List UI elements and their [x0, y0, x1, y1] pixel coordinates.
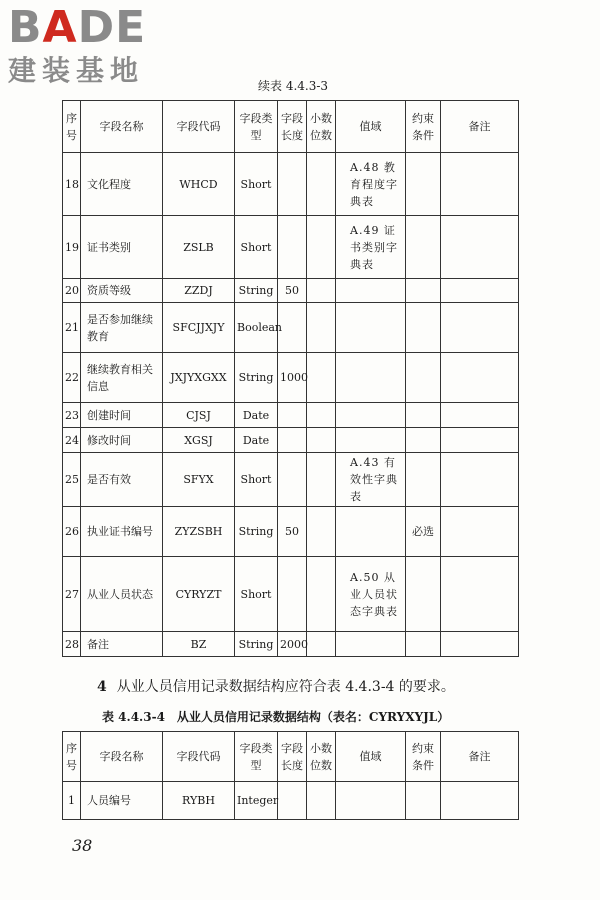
cell-value-domain: [336, 353, 406, 403]
cell-field-code: ZSLB: [163, 216, 235, 279]
cell-value-domain: A.49 证书类别字典表: [336, 216, 406, 279]
cell-constraint: [406, 557, 441, 632]
cell-remark: [441, 153, 519, 216]
cell-field-name: 人员编号: [81, 782, 163, 820]
cell-field-code: SFCJJXJY: [163, 303, 235, 353]
cell-field-type: String: [235, 353, 278, 403]
header-field-name: 字段名称: [81, 732, 163, 782]
cell-field-code: BZ: [163, 632, 235, 657]
cell-decimal-places: [307, 453, 336, 507]
cell-seq: 21: [63, 303, 81, 353]
requirement-paragraph: [97, 676, 455, 696]
cell-decimal-places: [307, 403, 336, 428]
cell-constraint: [406, 303, 441, 353]
cell-value-domain: [336, 403, 406, 428]
cell-seq: 1: [63, 782, 81, 820]
cell-remark: [441, 453, 519, 507]
header-field-length: 字段长度: [278, 732, 307, 782]
header-field-type: 字段类型: [235, 101, 278, 153]
cell-field-code: XGSJ: [163, 428, 235, 453]
table-header-row: [63, 101, 519, 153]
cell-field-code: WHCD: [163, 153, 235, 216]
cell-decimal-places: [307, 353, 336, 403]
cell-constraint: 必选: [406, 507, 441, 557]
header-field-length: 字段长度: [278, 101, 307, 153]
cell-field-type: String: [235, 279, 278, 303]
cell-field-type: Short: [235, 153, 278, 216]
cell-remark: [441, 303, 519, 353]
table-row: [63, 353, 519, 403]
table-row: [63, 279, 519, 303]
cell-seq: 22: [63, 353, 81, 403]
cell-value-domain: [336, 782, 406, 820]
cell-field-type: Date: [235, 403, 278, 428]
cell-value-domain: A.43 有效性字典表: [336, 453, 406, 507]
cell-remark: [441, 403, 519, 428]
table-row: [63, 153, 519, 216]
cell-value-domain: A.48 教育程度字典表: [336, 153, 406, 216]
cell-field-length: 50: [278, 279, 307, 303]
cell-seq: 25: [63, 453, 81, 507]
cell-constraint: [406, 632, 441, 657]
cell-seq: 28: [63, 632, 81, 657]
header-constraint: 约束条件: [406, 732, 441, 782]
cell-remark: [441, 507, 519, 557]
cell-field-type: String: [235, 632, 278, 657]
header-field-type: 字段类型: [235, 732, 278, 782]
cell-constraint: [406, 453, 441, 507]
header-seq: 序号: [63, 732, 81, 782]
cell-decimal-places: [307, 153, 336, 216]
cell-remark: [441, 279, 519, 303]
cell-decimal-places: [307, 782, 336, 820]
cell-field-type: Short: [235, 557, 278, 632]
cell-seq: 18: [63, 153, 81, 216]
cell-field-code: ZZDJ: [163, 279, 235, 303]
cell-remark: [441, 353, 519, 403]
logo-brand: BADE: [8, 2, 147, 53]
cell-field-code: SFYX: [163, 453, 235, 507]
cell-field-name: 是否参加继续教育: [81, 303, 163, 353]
cell-remark: [441, 216, 519, 279]
cell-constraint: [406, 279, 441, 303]
header-seq: 序号: [63, 101, 81, 153]
table-header-row: [63, 732, 519, 782]
cell-field-type: Short: [235, 453, 278, 507]
cell-decimal-places: [307, 557, 336, 632]
bade-logo: [8, 2, 147, 87]
cell-field-name: 是否有效: [81, 453, 163, 507]
data-structure-table-continued: [62, 100, 519, 657]
table-row: [63, 782, 519, 820]
table2-caption: 表 4.4.3-4 从业人员信用记录数据结构（表名：CYRYXYJL）: [102, 710, 450, 724]
header-field-code: 字段代码: [163, 732, 235, 782]
cell-value-domain: [336, 303, 406, 353]
header-decimal-places: 小数位数: [307, 101, 336, 153]
cell-field-length: [278, 153, 307, 216]
table-row: [63, 403, 519, 428]
cell-value-domain: [336, 428, 406, 453]
cell-field-code: ZYZSBH: [163, 507, 235, 557]
cell-decimal-places: [307, 279, 336, 303]
cell-decimal-places: [307, 632, 336, 657]
cell-field-name: 继续教育相关信息: [81, 353, 163, 403]
cell-field-name: 从业人员状态: [81, 557, 163, 632]
paragraph-text: 从业人员信用记录数据结构应符合表 4.4.3-4 的要求。: [116, 679, 455, 695]
cell-value-domain: A.50 从业人员状态字典表: [336, 557, 406, 632]
cell-seq: 24: [63, 428, 81, 453]
cell-field-type: Short: [235, 216, 278, 279]
cell-field-length: 1000: [278, 353, 307, 403]
cell-decimal-places: [307, 507, 336, 557]
cell-value-domain: [336, 507, 406, 557]
table-body: [63, 153, 519, 657]
table-row: [63, 507, 519, 557]
cell-decimal-places: [307, 216, 336, 279]
cell-seq: 20: [63, 279, 81, 303]
cell-remark: [441, 557, 519, 632]
table1-caption: 续表 4.4.3-3: [258, 79, 329, 93]
logo-subtitle: 建装基地: [8, 54, 145, 87]
cell-field-name: 文化程度: [81, 153, 163, 216]
cell-value-domain: [336, 279, 406, 303]
cell-field-length: [278, 557, 307, 632]
cell-field-name: 资质等级: [81, 279, 163, 303]
credit-record-structure-table: [62, 731, 519, 820]
cell-field-code: RYBH: [163, 782, 235, 820]
cell-field-length: 2000: [278, 632, 307, 657]
cell-field-length: [278, 403, 307, 428]
table-row: [63, 453, 519, 507]
cell-constraint: [406, 153, 441, 216]
cell-constraint: [406, 353, 441, 403]
cell-field-length: [278, 782, 307, 820]
cell-field-code: JXJYXGXX: [163, 353, 235, 403]
cell-constraint: [406, 782, 441, 820]
cell-seq: 19: [63, 216, 81, 279]
cell-field-length: [278, 216, 307, 279]
header-field-code: 字段代码: [163, 101, 235, 153]
cell-seq: 27: [63, 557, 81, 632]
cell-remark: [441, 428, 519, 453]
header-remark: 备注: [441, 732, 519, 782]
table-row: [63, 216, 519, 279]
cell-remark: [441, 632, 519, 657]
cell-field-type: String: [235, 507, 278, 557]
cell-field-name: 证书类别: [81, 216, 163, 279]
cell-field-name: 创建时间: [81, 403, 163, 428]
cell-decimal-places: [307, 303, 336, 353]
cell-field-length: [278, 428, 307, 453]
page-number: 38: [72, 836, 93, 855]
cell-field-code: CJSJ: [163, 403, 235, 428]
cell-remark: [441, 782, 519, 820]
cell-seq: 26: [63, 507, 81, 557]
cell-field-code: CYRYZT: [163, 557, 235, 632]
cell-field-name: 修改时间: [81, 428, 163, 453]
cell-field-type: Integer: [235, 782, 278, 820]
cell-constraint: [406, 403, 441, 428]
cell-field-name: 备注: [81, 632, 163, 657]
cell-constraint: [406, 216, 441, 279]
cell-seq: 23: [63, 403, 81, 428]
cell-field-length: 50: [278, 507, 307, 557]
table-body: [63, 782, 519, 820]
cell-decimal-places: [307, 428, 336, 453]
table-row: [63, 632, 519, 657]
cell-value-domain: [336, 632, 406, 657]
paragraph-number: 4: [97, 679, 107, 695]
table-row: [63, 303, 519, 353]
header-value-domain: 值域: [336, 732, 406, 782]
header-remark: 备注: [441, 101, 519, 153]
header-decimal-places: 小数位数: [307, 732, 336, 782]
header-field-name: 字段名称: [81, 101, 163, 153]
cell-field-name: 执业证书编号: [81, 507, 163, 557]
header-constraint: 约束条件: [406, 101, 441, 153]
cell-field-length: [278, 453, 307, 507]
header-value-domain: 值域: [336, 101, 406, 153]
cell-field-type: Date: [235, 428, 278, 453]
table-row: [63, 428, 519, 453]
cell-constraint: [406, 428, 441, 453]
cell-field-type: Boolean: [235, 303, 278, 353]
table-row: [63, 557, 519, 632]
